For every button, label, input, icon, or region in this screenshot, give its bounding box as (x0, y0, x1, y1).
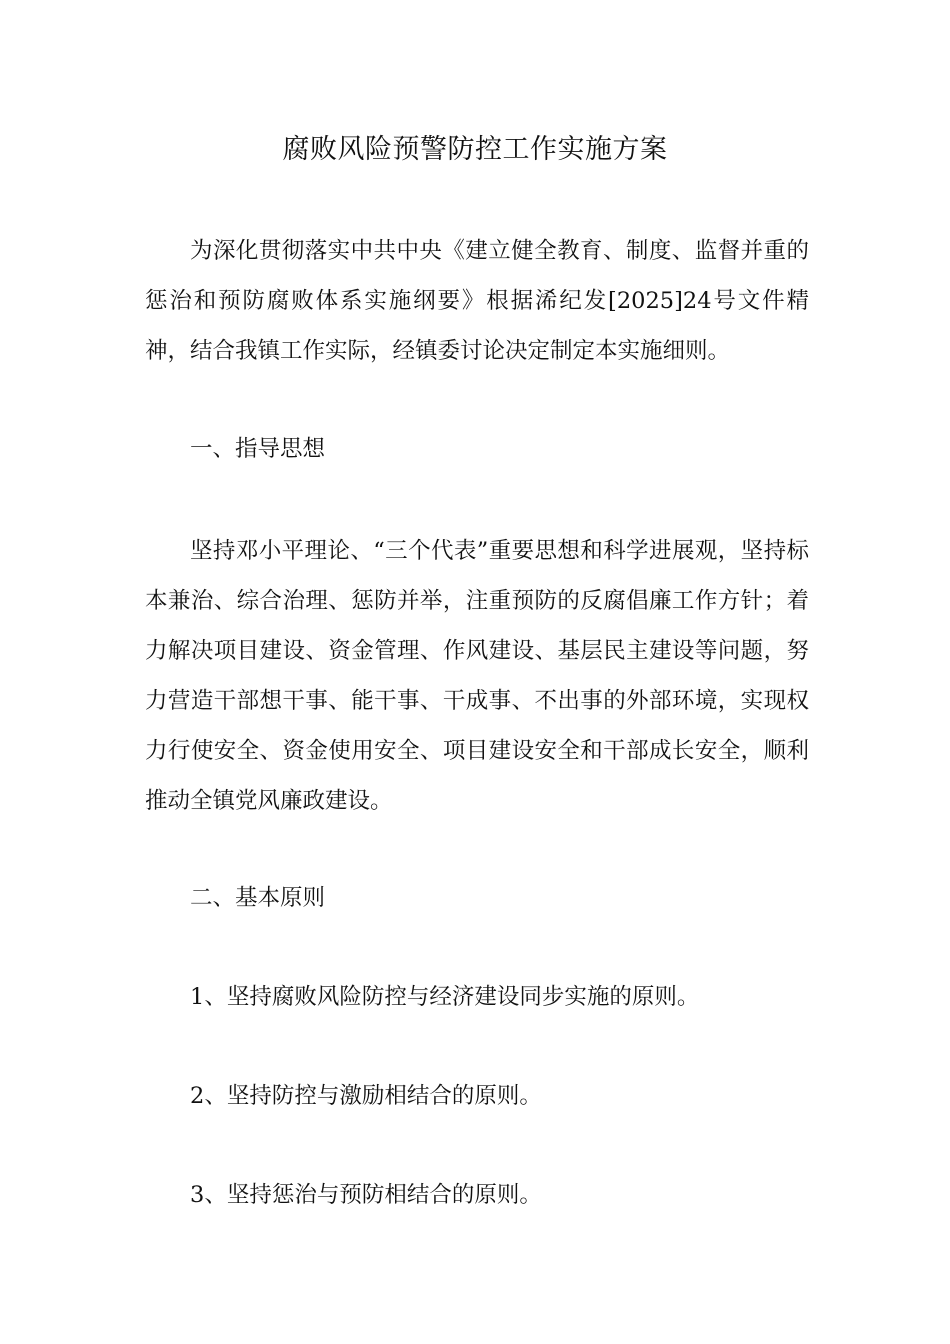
section-heading-basic-principles: 二、基本原则 (190, 885, 326, 911)
principle-item: 2、坚持防控与激励相结合的原则。 (190, 1083, 542, 1109)
principle-item: 3、坚持惩治与预防相结合的原则。 (190, 1182, 542, 1208)
intro-paragraph: 为深化贯彻落实中共中央《建立健全教育、制度、监督并重的惩治和预防腐败体系实施纲要》根据浠纪发[2025]24号文件精神，结合我镇工作实际，经镇委讨论决定制定本实施细则。 (145, 238, 809, 364)
guiding-ideology-paragraph: 坚持邓小平理论、“三个代表”重要思想和科学进展观，坚持标本兼治、综合治理、惩防并举，注重预防的反腐倡廉工作方针；着力解决项目建设、资金管理、作风建设、基层民主建设等问题，努力营造干部想干事、能干事、干成事、不出事的外部环境，实现权力行使安全、资金使用安全、项目建设安全和干部成长安全，顺利推动全镇党风廉政建设。 (145, 538, 809, 814)
principle-item: 1、坚持腐败风险防控与经济建设同步实施的原则。 (190, 984, 700, 1010)
document-title: 腐败风险预警防控工作实施方案 (282, 134, 668, 165)
section-heading-guiding-ideology: 一、指导思想 (190, 436, 326, 462)
